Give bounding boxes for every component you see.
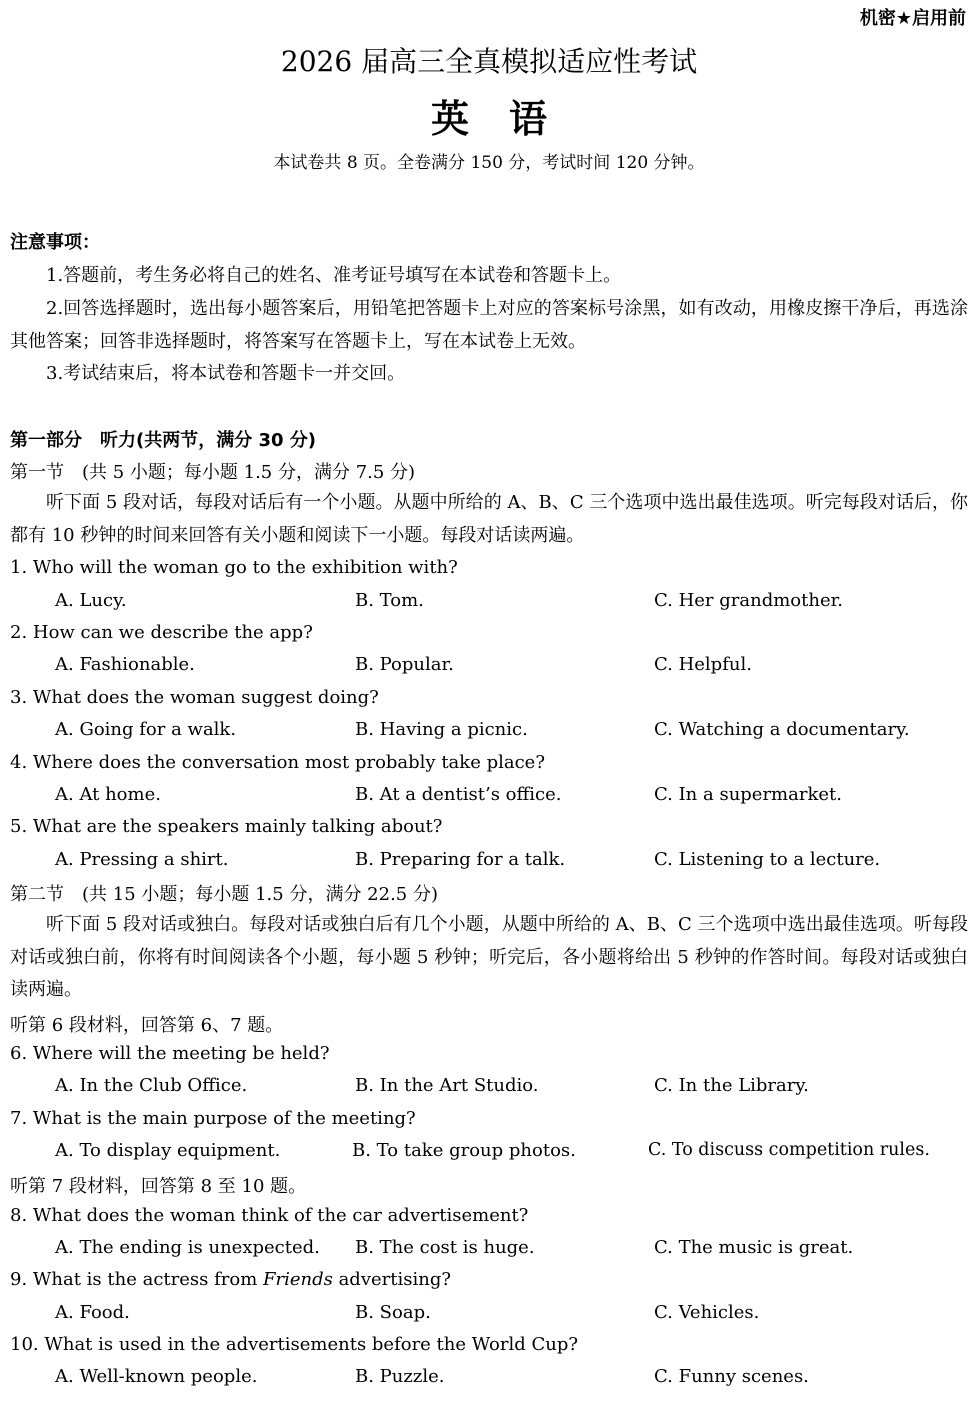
option-a: A. In the Club Office. [55,1075,248,1096]
option-c: C. Helpful. [654,654,752,675]
part1-heading: 第一部分 听力(共两节，满分 30 分) [10,430,317,451]
option-a: A. Pressing a shirt. [55,849,229,870]
question-stem [10,1269,451,1290]
option-b: B. In the Art Studio. [355,1075,539,1096]
option-a: A. Food. [55,1302,130,1323]
stem-text: 9. What is the actress from [10,1269,263,1290]
exam-title: 2026 届高三全真模拟适应性考试 [280,45,698,78]
question-stem: 4. Where does the conversation most probably take place? [10,752,545,773]
material-6-note: 听第 6 段材料，回答第 6、7 题。 [10,1015,284,1036]
notes-heading: 注意事项： [10,232,100,253]
note-item-1: 1.答题前，考生务必将自己的姓名、准考证号填写在本试卷和答题卡上。 [46,265,622,286]
option-b: B. Popular. [355,654,454,675]
question-stem: 8. What does the woman think of the car advertisement? [10,1205,529,1226]
option-b: B. The cost is huge. [355,1237,535,1258]
stem-italic-title: Friends [262,1269,333,1290]
option-b: B. Soap. [355,1302,431,1323]
option-a: A. The ending is unexpected. [55,1237,320,1258]
question-stem: 3. What does the woman suggest doing? [10,687,379,708]
question-stem: 7. What is the main purpose of the meeting? [10,1108,416,1129]
option-b: B. Tom. [355,590,424,611]
option-c: C. Watching a documentary. [654,719,910,740]
option-b: B. Having a picnic. [355,719,528,740]
question-stem: 10. What is used in the advertisements before the World Cup? [10,1334,579,1355]
section2-heading: 第二节 (共 15 小题；每小题 1.5 分，满分 22.5 分) [10,884,438,905]
option-a: A. To display equipment. [55,1140,281,1161]
option-b: B. To take group photos. [352,1140,576,1161]
option-c: C. Her grandmother. [654,590,843,611]
note-item-2: 2.回答选择题时，选出每小题答案后，用铅笔把答题卡上对应的答案标号涂黑，如有改动，用橡皮擦干净后，再选涂其他答案；回答非选择题时，将答案写在答题卡上，写在本试卷上无效。 [10,298,968,352]
option-c: C. Vehicles. [654,1302,760,1323]
confidential-mark: 机密★启用前 [859,8,966,29]
option-c: C. In a supermarket. [654,784,842,805]
option-a: A. Going for a walk. [55,719,237,740]
question-stem: 6. Where will the meeting be held? [10,1043,330,1064]
question-stem: 5. What are the speakers mainly talking about? [10,816,443,837]
option-a: A. At home. [55,784,161,805]
option-c: C. The music is great. [654,1237,854,1258]
question-stem: 1. Who will the woman go to the exhibition with? [10,557,458,578]
exam-description: 本试卷共 8 页。全卷满分 150 分，考试时间 120 分钟。 [273,153,705,173]
section1-instructions: 听下面 5 段对话，每段对话后有一个小题。从题中所给的 A、B、C 三个选项中选出最佳选项。听完每段对话后，你都有 10 秒钟的时间来回答有关小题和阅读下一小题。每段对话读两遍。 [10,492,968,546]
question-stem: 2. How can we describe the app? [10,622,313,643]
option-c: C. Listening to a lecture. [654,849,881,870]
option-a: A. Well-known people. [55,1366,258,1387]
option-b: B. Preparing for a talk. [355,849,566,870]
section2-instructions: 听下面 5 段对话或独白。每段对话或独白后有几个小题，从题中所给的 A、B、C 三个选项中选出最佳选项。听每段对话或独白前，你将有时间阅读各个小题，每小题 5 秒钟；听完后，各小题将给出 5 秒钟的作答时间。每段对话或独白读两遍。 [10,914,968,1000]
section1-heading: 第一节 (共 5 小题；每小题 1.5 分，满分 7.5 分) [10,462,416,483]
option-a: A. Lucy. [55,590,127,611]
option-b: B. Puzzle. [355,1366,445,1387]
option-c: C. To discuss competition rules. [648,1140,930,1160]
option-b: B. At a dentist’s office. [355,784,562,805]
option-a: A. Fashionable. [55,654,195,675]
stem-text: advertising? [332,1269,451,1290]
material-7-note: 听第 7 段材料，回答第 8 至 10 题。 [10,1176,307,1197]
note-item-3: 3.考试结束后，将本试卷和答题卡一并交回。 [46,363,406,384]
option-c: C. Funny scenes. [654,1366,809,1387]
subject-title: 英语 [430,97,587,141]
option-c: C. In the Library. [654,1075,809,1096]
